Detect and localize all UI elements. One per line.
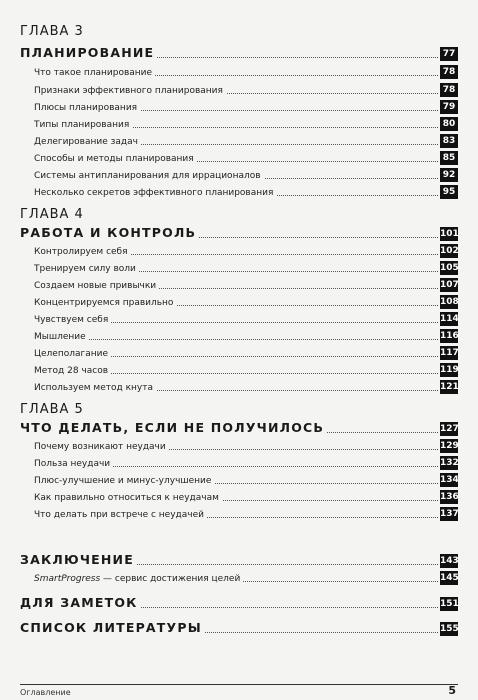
toc-subentry-label: Как правильно относиться к неудачам [34,493,222,503]
toc-subentry[interactable] [0,360,478,378]
page-number-badge: 83 [440,134,458,148]
toc-subentry[interactable] [0,241,478,259]
page-number-badge: 143 [440,556,459,566]
page-number-badge: 78 [440,65,458,79]
toc-subentry[interactable] [0,470,478,488]
toc-subentry[interactable] [0,487,478,505]
page-number-badge: 155 [440,624,459,634]
toc-entry-work-control[interactable] [0,224,478,242]
toc-entry-label: СПИСОК ЛИТЕРАТУРЫ [20,620,205,635]
toc-subentry[interactable] [0,453,478,471]
page-number-badge: 116 [440,331,459,341]
page-number-badge: 107 [440,280,459,290]
page-number-badge: 134 [440,475,459,485]
brand-name: SmartProgress [34,574,101,584]
toc-subentry-label: Что такое планирование [34,68,155,78]
toc-subentry-label: Признаки эффективного планирования [34,86,226,96]
page-number-badge: 77 [440,47,458,61]
toc-subentry-label: Контролируем себя [34,247,131,257]
toc-entry-planning[interactable] [0,44,478,62]
page-number-badge: 79 [440,100,458,114]
toc-subentry-label: Системы антипланирования для иррационалов [34,171,264,181]
toc-subentry[interactable] [0,343,478,361]
page-number-badge: 102 [440,246,459,256]
toc-entry-what-if-failed[interactable] [0,419,478,437]
toc-subentry-label: Способы и методы планирования [34,154,197,164]
toc-subentry-label: Плюс-улучшение и минус-улучшение [34,476,214,486]
page-number-badge: 80 [440,117,458,131]
toc-subentry[interactable] [0,182,478,200]
footer-divider [20,684,458,685]
toc-subentry-label: Целеполагание [34,349,111,359]
toc-subentry[interactable] [0,97,478,115]
toc-entry-label: ЗАКЛЮЧЕНИЕ [20,552,137,567]
page-number-badge: 85 [440,151,458,165]
toc-subentry-label: Создаем новые привычки [34,281,159,291]
toc-subentry[interactable] [0,131,478,149]
chapter-3-heading: ГЛАВА 3 [20,24,84,39]
page-number-badge: 145 [440,573,459,583]
page-number-badge: 137 [440,509,459,519]
leader-dots [34,339,438,340]
toc-entry-label: ДЛЯ ЗАМЕТОК [20,595,141,610]
page-number-badge: 121 [440,382,459,392]
page-number-badge: 129 [440,441,459,451]
toc-subentry-label: Несколько секретов эффективного планирования [34,188,276,198]
toc-subentry[interactable] [0,436,478,454]
toc-subentry[interactable] [0,292,478,310]
toc-subentry[interactable] [0,62,478,80]
page-number-badge: 108 [440,297,459,307]
page-number-badge: 136 [440,492,459,502]
label-rest: — сервис достижения целей [100,574,241,584]
toc-subentry-smartprogress[interactable] [0,568,478,586]
toc-subentry-label: Используем метод кнута [34,383,156,393]
page-number-badge: 78 [440,83,458,97]
toc-subentry-label: Польза неудачи [34,459,113,469]
page-number-badge: 117 [440,348,459,358]
page-number-badge: 114 [440,314,459,324]
toc-subentry[interactable] [0,275,478,293]
toc-subentry-label: Делегирование задач [34,137,141,147]
page-number-badge: 132 [440,458,459,468]
page-number-badge: 151 [440,599,459,609]
toc-subentry[interactable] [0,258,478,276]
page-number-badge: 119 [440,365,459,375]
page-number-badge: 127 [440,424,459,434]
footer-section-name: Оглавление [20,688,71,697]
page-number-badge: 101 [440,229,459,239]
toc-subentry[interactable] [0,377,478,395]
toc-entry-label: ПЛАНИРОВАНИЕ [20,45,157,60]
toc-subentry-label: Тренируем силу воли [34,264,139,274]
toc-subentry[interactable] [0,80,478,98]
toc-subentry-label: Чувствуем себя [34,315,111,325]
toc-subentry[interactable] [0,326,478,344]
page-number-badge: 92 [440,168,458,182]
chapter-5-heading: ГЛАВА 5 [20,402,84,417]
chapter-4-heading: ГЛАВА 4 [20,207,84,222]
toc-entry-references[interactable] [0,619,478,637]
toc-subentry-label: Что делать при встрече с неудачей [34,510,207,520]
toc-subentry-label: Плюсы планирования [34,103,140,113]
page-number-badge: 105 [440,263,459,273]
toc-subentry-label: Мышление [34,332,89,342]
toc-entry-label: РАБОТА И КОНТРОЛЬ [20,225,199,240]
page-number-badge: 95 [440,185,458,199]
toc-subentry-label: Метод 28 часов [34,366,111,376]
toc-subentry[interactable] [0,114,478,132]
toc-subentry-label: Концентрируемся правильно [34,298,176,308]
toc-entry-conclusion[interactable] [0,551,478,569]
toc-subentry-label: Почему возникают неудачи [34,442,169,452]
page-number: 5 [448,684,456,697]
toc-subentry[interactable] [0,504,478,522]
toc-entry-label: ЧТО ДЕЛАТЬ, ЕСЛИ НЕ ПОЛУЧИЛОСЬ [20,420,327,435]
toc-entry-notes[interactable] [0,594,478,612]
toc-subentry-label [34,574,243,584]
toc-subentry[interactable] [0,309,478,327]
toc-subentry[interactable] [0,148,478,166]
toc-subentry[interactable] [0,165,478,183]
toc-subentry-label: Типы планирования [34,120,132,130]
